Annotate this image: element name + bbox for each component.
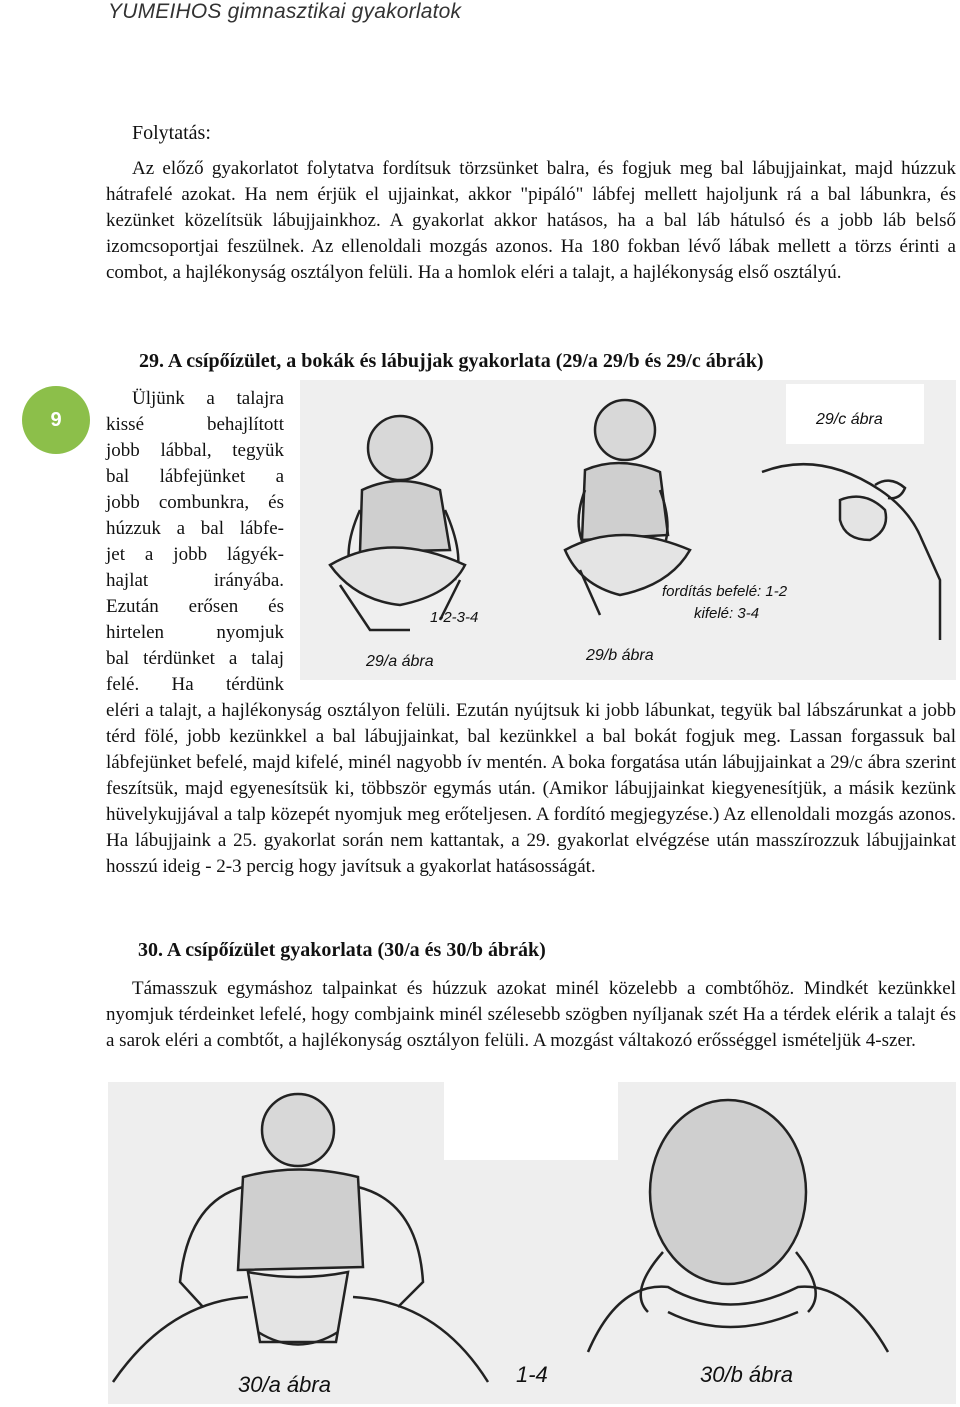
column-line: bal lábfejünket a xyxy=(106,466,284,487)
exercise-29-heading: 29. A csípőízület, a bokák és lábujjak gyakorlata (29/a 29/b és 29/c ábrák) xyxy=(139,350,764,372)
column-line: felé. Ha térdünk xyxy=(106,674,284,695)
column-line: húzzuk a bal lábfe- xyxy=(106,518,284,539)
column-line: jobb combunkra, és xyxy=(106,492,284,513)
exercise-30-paragraph: Támasszuk egymáshoz talpainkat és húzzuk azokat minél közelebb a combtőhöz. Mindkét kezünkkel nyomjuk térdeinket lefelé, hogy combjaink minél szélesebb szögben nyíljanak szét Ha a térdek elérik a talajt és a sarok eléri a combtőt, a hajlékonyság osztályon felüli. A mozgást váltakozó erősséggel ismételjük 4-szer. xyxy=(106,978,956,1051)
caption-29a: 29/a ábra xyxy=(366,653,434,670)
column-line: bal térdünket a talaj xyxy=(106,648,284,669)
count-label-30: 1-4 xyxy=(516,1362,548,1387)
caption-30a: 30/a ábra xyxy=(238,1372,331,1397)
column-line: hirtelen nyomjuk xyxy=(106,622,284,643)
exercise-29-column-text xyxy=(106,386,284,698)
rotation-in-label: fordítás befelé: 1-2 xyxy=(662,583,788,600)
caption-29b: 29/b ábra xyxy=(586,647,654,664)
running-header: YUMEIHOS gimnasztikai gyakorlatok xyxy=(108,0,462,23)
exercise-30-heading: 30. A csípőízület gyakorlata (30/a és 30/b ábrák) xyxy=(138,939,546,961)
exercise-29-figure xyxy=(300,380,956,680)
column-line: jobb lábbal, tegyük xyxy=(106,440,284,461)
exercise-29-illustration xyxy=(300,380,956,680)
column-line: Ezután erősen és xyxy=(106,596,284,617)
column-line: kissé behajlított xyxy=(106,414,284,435)
count-label-29a: 1-2-3-4 xyxy=(430,609,479,626)
column-line: jet a jobb lágyék- xyxy=(106,544,284,565)
exercise-30-figure xyxy=(108,1082,956,1404)
continuation-label: Folytatás: xyxy=(132,122,211,144)
caption-30b: 30/b ábra xyxy=(700,1362,793,1387)
caption-29c: 29/c ábra xyxy=(816,411,883,428)
column-line: Üljünk a talajra xyxy=(132,388,284,409)
column-line: hajlat irányába. xyxy=(106,570,284,591)
page-number-badge: 9 xyxy=(22,386,90,454)
continuation-paragraph: Az előző gyakorlatot folytatva fordítsuk törzsünket balra, és fogjuk meg bal lábujjainkat, majd húzzuk hátrafelé azokat. Ha nem érjük el ujjainkat, akkor "pipáló" lábfej mellett hajoljunk rá a bal lábunkra, és kezünket közelítsük lábujjainkhoz. A gyakorlat akkor hatásos, ha a bal láb hátulsó és a jobb láb belső izomcsoportjai feszülnek. Az ellenoldali mozgás azonos. Ha 180 fokban lévő lábak mellett a törzs érinti a combot, a hajlékonyság osztályon felüli. Ha a homlok eléri a talajt, a hajlékonyság első osztályú. xyxy=(106,158,956,283)
rotation-out-label: kifelé: 3-4 xyxy=(694,605,760,622)
exercise-29-paragraph: eléri a talajt, a hajlékonyság osztályon felüli. Ezután nyújtsuk ki jobb lábunkat, tegyük bal lábszárunkat a jobb térd fölé, jobb kezünkkel a bal lábujjainkat, bal kezünkkel a bal bokát fogjuk meg. Lassan forgassuk bal lábfejünket befelé, majd kifelé, minél nagyobb ív mentén. A boka forgatása után lábujjainkat a 29/c ábra szerint feszítsük, majd egyenesítsük ki, többször egymás után. (Amikor lábujjainkat kiegyenesítjük, a másik kezünk hüvelykujjával a talp közepét nyomjuk meg erőteljesen. A fordító megjegyzése.) Az ellenoldali mozgás azonos. Ha lábujjaink a 25. gyakorlat során nem kattantak, a 29. gyakorlat elvégzése után masszírozzuk lábujjainkat hosszú ideig - 2-3 percig hogy javítsuk a gyakorlat hatásosságát. xyxy=(106,700,956,877)
exercise-30-illustration xyxy=(108,1082,956,1404)
